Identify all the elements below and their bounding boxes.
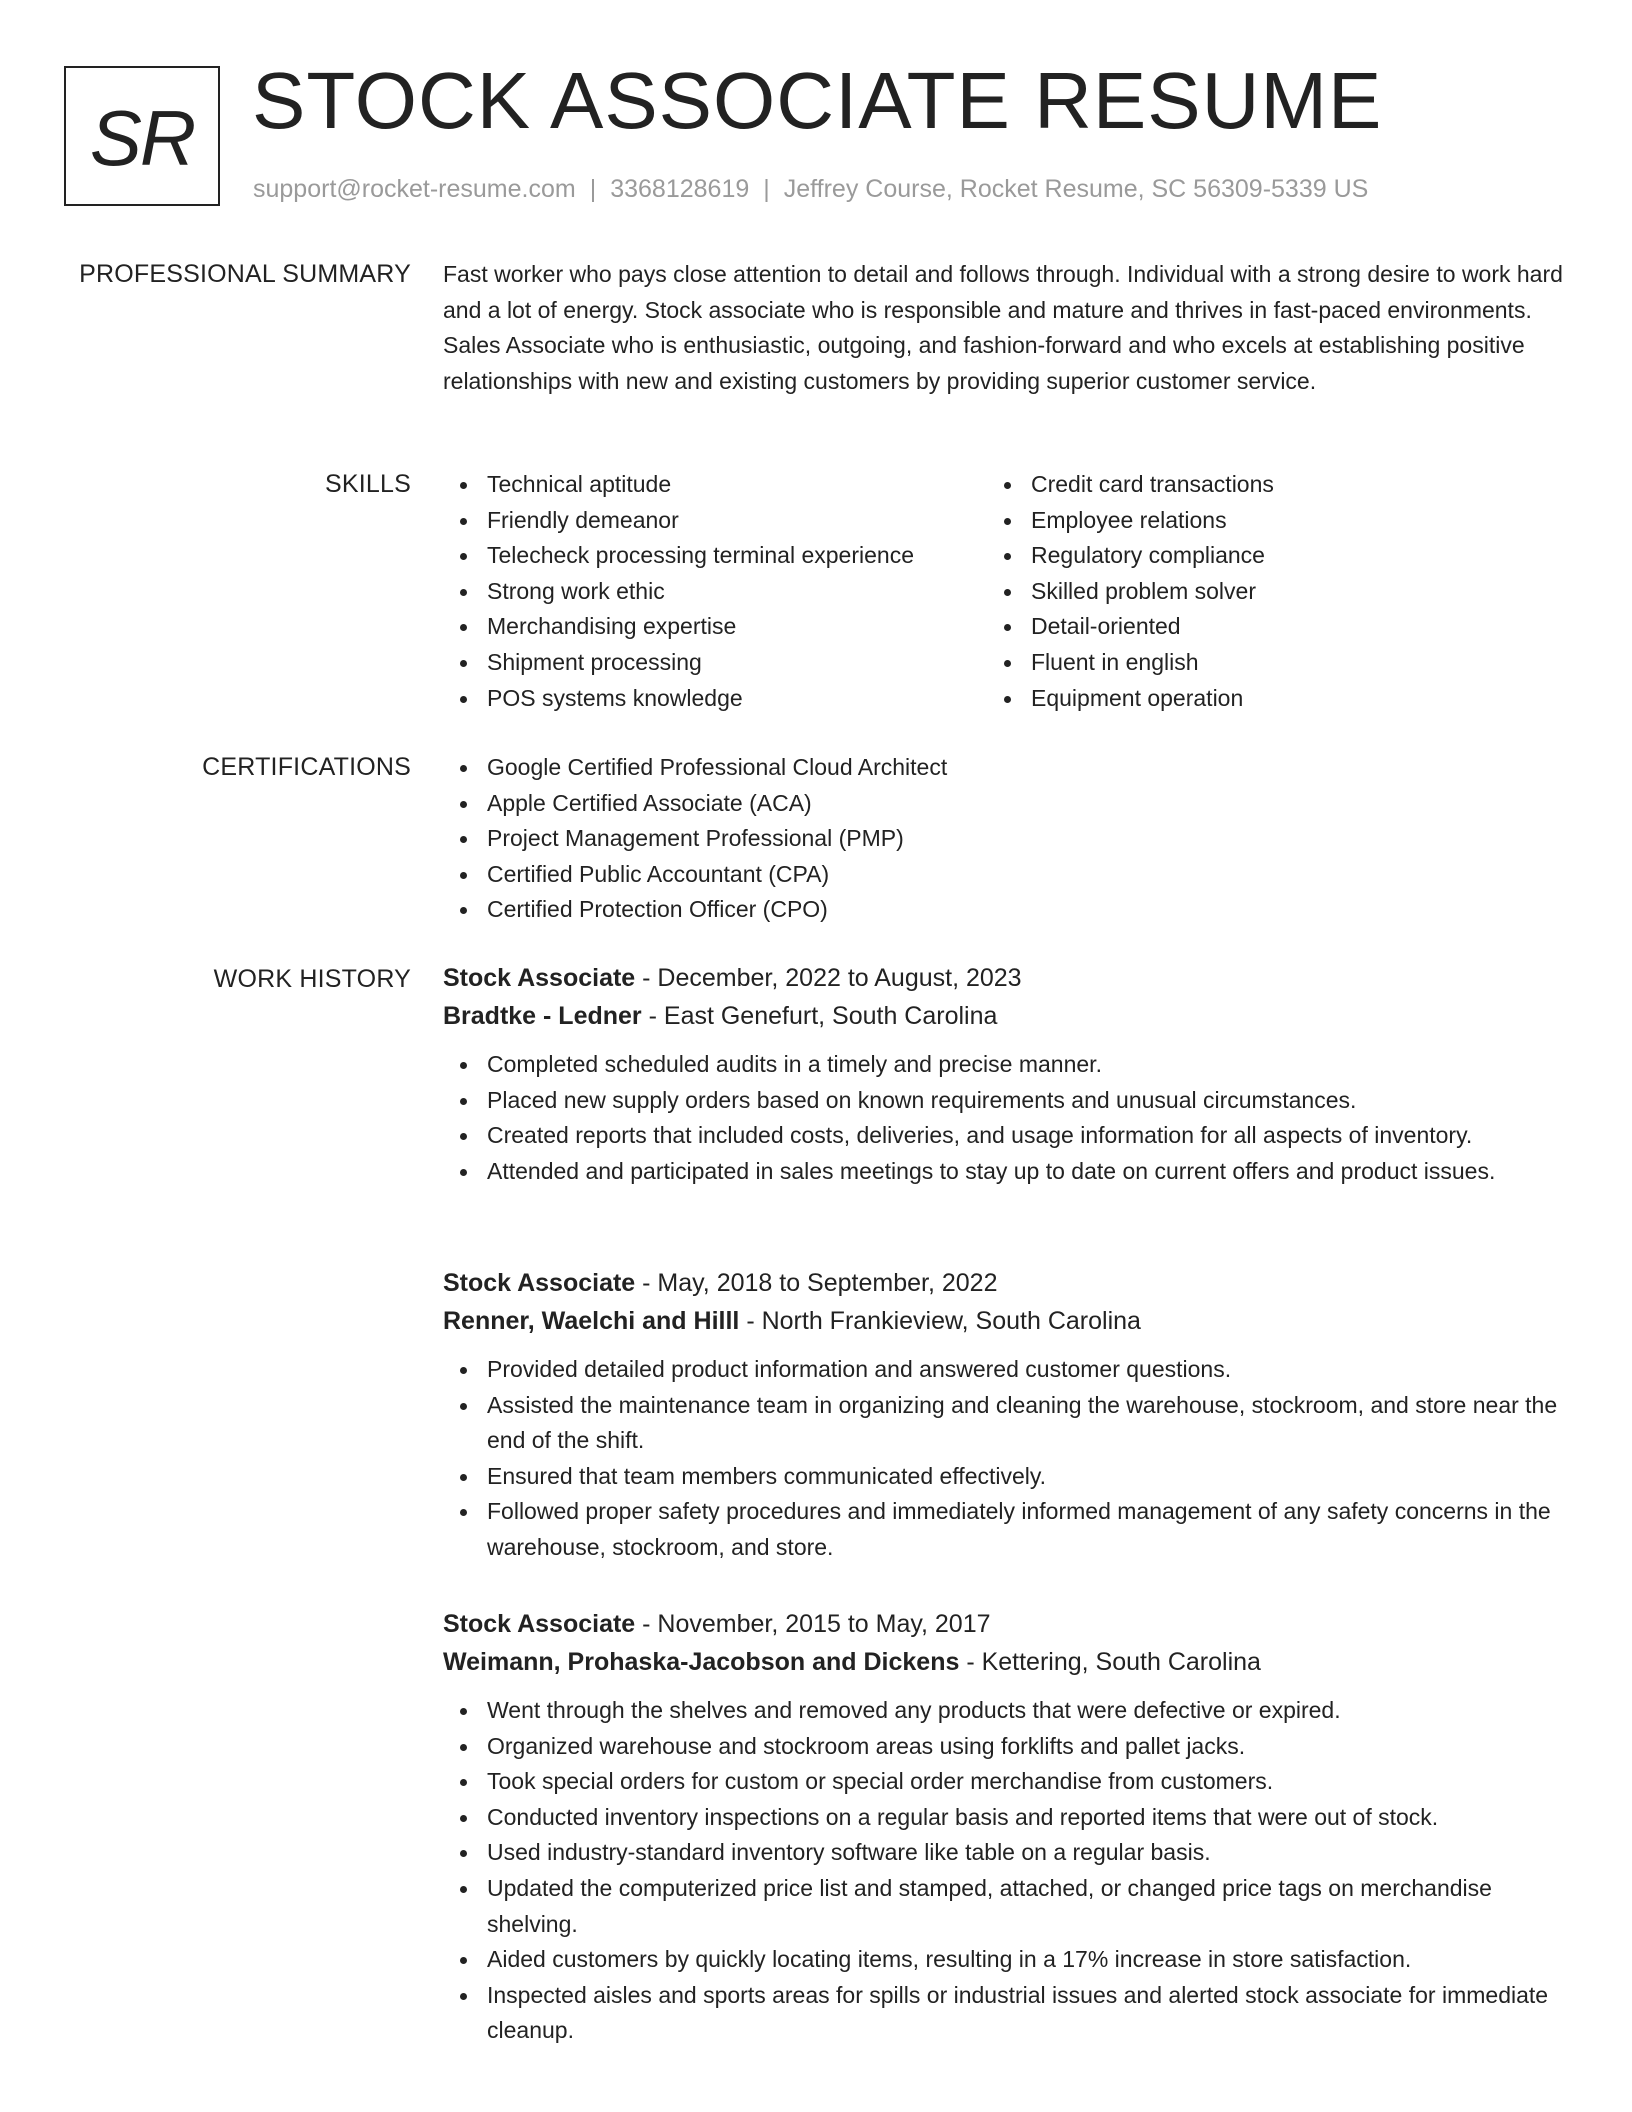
skill-item: Skilled problem solver bbox=[987, 574, 1507, 610]
skill-item: Detail-oriented bbox=[987, 609, 1507, 645]
skill-item: Fluent in english bbox=[987, 645, 1507, 681]
contact-phone: 3368128619 bbox=[610, 175, 750, 203]
job-title-line bbox=[443, 959, 1563, 997]
job-duties-list bbox=[443, 1352, 1563, 1566]
certification-item: Certified Protection Officer (CPO) bbox=[443, 892, 1563, 928]
skill-item: POS systems knowledge bbox=[443, 681, 987, 717]
certification-item: Google Certified Professional Cloud Architect bbox=[443, 750, 1563, 786]
job-duty: Went through the shelves and removed any products that were defective or expired. bbox=[443, 1693, 1563, 1729]
job-duty: Attended and participated in sales meetings to stay up to date on current offers and product issues. bbox=[443, 1154, 1563, 1190]
summary-heading: PROFESSIONAL SUMMARY bbox=[79, 260, 411, 288]
monogram-initials: SR bbox=[89, 93, 195, 182]
certification-item: Apple Certified Associate (ACA) bbox=[443, 786, 1563, 822]
summary-section bbox=[443, 257, 1563, 399]
certifications-list bbox=[443, 750, 1563, 928]
job-entry bbox=[443, 1264, 1563, 1566]
job-duty: Organized warehouse and stockroom areas using forklifts and pallet jacks. bbox=[443, 1729, 1563, 1765]
certification-item: Project Management Professional (PMP) bbox=[443, 821, 1563, 857]
job-duty: Provided detailed product information and answered customer questions. bbox=[443, 1352, 1563, 1388]
skill-item: Technical aptitude bbox=[443, 467, 987, 503]
job-duty: Took special orders for custom or special order merchandise from customers. bbox=[443, 1764, 1563, 1800]
skills-list-left bbox=[443, 467, 987, 716]
skill-item: Regulatory compliance bbox=[987, 538, 1507, 574]
certifications-heading: CERTIFICATIONS bbox=[202, 753, 411, 781]
job-location: - North Frankieview, South Carolina bbox=[739, 1307, 1141, 1335]
job-duty: Created reports that included costs, deliveries, and usage information for all aspects of inventory. bbox=[443, 1118, 1563, 1154]
job-entry bbox=[443, 1605, 1563, 2049]
job-duties-list bbox=[443, 1047, 1563, 1189]
skill-item: Credit card transactions bbox=[987, 467, 1507, 503]
job-duty: Ensured that team members communicated effectively. bbox=[443, 1459, 1563, 1495]
skill-item: Shipment processing bbox=[443, 645, 987, 681]
monogram-badge bbox=[64, 66, 220, 206]
skill-item: Telecheck processing terminal experience bbox=[443, 538, 987, 574]
skills-heading: SKILLS bbox=[325, 470, 411, 498]
job-company-line bbox=[443, 997, 1563, 1035]
job-duty: Followed proper safety procedures and immediately informed management of any safety concerns in the warehouse, stockroom, and store. bbox=[443, 1494, 1563, 1565]
job-duty: Used industry-standard inventory software like table on a regular basis. bbox=[443, 1835, 1563, 1871]
resume-title: STOCK ASSOCIATE RESUME bbox=[252, 56, 1383, 145]
job-title: Stock Associate bbox=[443, 964, 636, 992]
job-location: - East Genefurt, South Carolina bbox=[641, 1002, 998, 1030]
skill-item: Merchandising expertise bbox=[443, 609, 987, 645]
summary-text: Fast worker who pays close attention to detail and follows through. Individual with a strong desire to work hard and a lot of energy. Stock associate who is responsible and mature and thrives in fast-paced environments. Sales Associate who is enthusiastic, outgoing, and fashion-forward and who excels at establishing positive relationships with new and existing customers by providing superior customer service. bbox=[443, 261, 1563, 394]
job-company-line bbox=[443, 1302, 1563, 1340]
certification-item: Certified Public Accountant (CPA) bbox=[443, 857, 1563, 893]
contact-address: Jeffrey Course, Rocket Resume, SC 56309-5339 US bbox=[783, 175, 1369, 203]
contact-email: support@rocket-resume.com bbox=[253, 175, 576, 203]
job-company: Renner, Waelchi and Hilll bbox=[443, 1307, 740, 1335]
skills-list-right bbox=[987, 467, 1507, 716]
contact-separator: | bbox=[589, 175, 597, 203]
job-duty: Completed scheduled audits in a timely and precise manner. bbox=[443, 1047, 1563, 1083]
job-duty: Updated the computerized price list and stamped, attached, or changed price tags on merchandise shelving. bbox=[443, 1871, 1563, 1942]
job-title: Stock Associate bbox=[443, 1269, 636, 1297]
job-dates: - November, 2015 to May, 2017 bbox=[635, 1610, 991, 1638]
job-title: Stock Associate bbox=[443, 1610, 636, 1638]
job-duties-list bbox=[443, 1693, 1563, 2049]
job-duty: Placed new supply orders based on known requirements and unusual circumstances. bbox=[443, 1083, 1563, 1119]
job-entry bbox=[443, 959, 1563, 1189]
work-history-heading: WORK HISTORY bbox=[213, 965, 411, 993]
job-dates: - May, 2018 to September, 2022 bbox=[635, 1269, 998, 1297]
skills-section bbox=[443, 467, 1563, 716]
skill-item: Strong work ethic bbox=[443, 574, 987, 610]
certifications-section bbox=[443, 750, 1563, 928]
job-company: Weimann, Prohaska-Jacobson and Dickens bbox=[443, 1648, 960, 1676]
job-duty: Inspected aisles and sports areas for spills or industrial issues and alerted stock associate for immediate cleanup. bbox=[443, 1978, 1563, 2049]
skill-item: Employee relations bbox=[987, 503, 1507, 539]
job-duty: Conducted inventory inspections on a regular basis and reported items that were out of stock. bbox=[443, 1800, 1563, 1836]
job-duty: Aided customers by quickly locating items, resulting in a 17% increase in store satisfaction. bbox=[443, 1942, 1563, 1978]
skill-item: Friendly demeanor bbox=[443, 503, 987, 539]
skill-item: Equipment operation bbox=[987, 681, 1507, 717]
job-duty: Assisted the maintenance team in organizing and cleaning the warehouse, stockroom, and store near the end of the shift. bbox=[443, 1388, 1563, 1459]
contact-line bbox=[253, 174, 1368, 204]
job-location: - Kettering, South Carolina bbox=[959, 1648, 1261, 1676]
job-company: Bradtke - Ledner bbox=[443, 1002, 642, 1030]
job-company-line bbox=[443, 1643, 1563, 1681]
job-title-line bbox=[443, 1605, 1563, 1643]
contact-separator: | bbox=[763, 175, 770, 203]
job-title-line bbox=[443, 1264, 1563, 1302]
job-dates: - December, 2022 to August, 2023 bbox=[635, 964, 1022, 992]
